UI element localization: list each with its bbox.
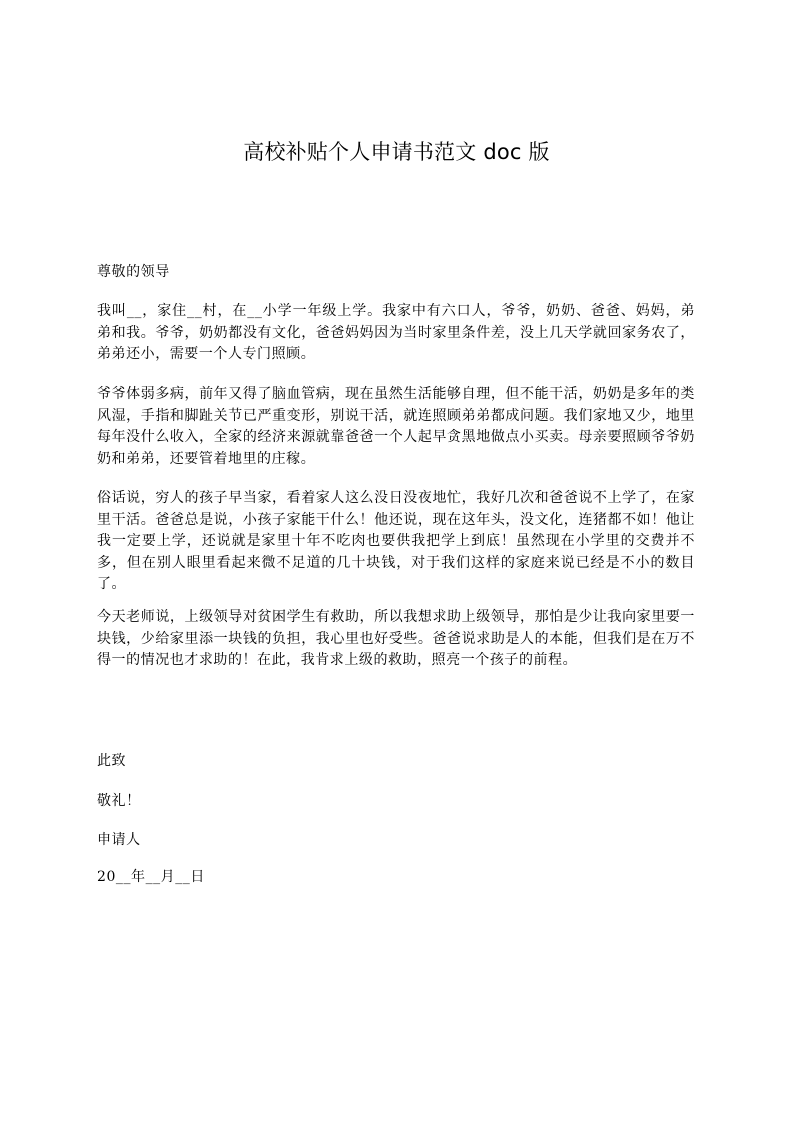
paragraph-school-costs: 俗话说，穷人的孩子早当家，看着家人这么没日没夜地忙，我好几次和爸爸说不上学了，在家里干活。爸爸总是说，小孩子家能干什么！他还说，现在这年头，没文化，连猪都不如！他让我一定要上学，还说就是家里十年不吃肉也要供我把学上到底！虽然现在小学里的交费并不多，但在别人眼里看起来微不足道的几十块钱，对于我们这样的家庭来说已经是不小的数目了。 xyxy=(97,490,695,592)
paragraph-request: 今天老师说，上级领导对贫困学生有救助，所以我想求助上级领导，那怕是少让我向家里要一块钱，少给家里添一块钱的负担，我心里也好受些。爸爸说求助是人的本能，但我们是在万不得一的情况也才求助的！在此，我肯求上级的救助，照亮一个孩子的前程。 xyxy=(97,609,695,668)
date-line: 20__年__月__日 xyxy=(97,869,205,885)
document-title: 高校补贴个人申请书范文 doc 版 xyxy=(243,140,550,164)
closing-salutation: 此致 xyxy=(97,753,127,769)
closing-regards: 敬礼！ xyxy=(97,793,141,809)
applicant-label: 申请人 xyxy=(97,832,141,848)
paragraph-family-intro: 我叫__，家住__村，在__小学一年级上学。我家中有六口人，爷爷，奶奶、爸爸、妈妈，弟弟和我。爷爷，奶奶都没有文化，爸爸妈妈因为当时家里条件差，没上几天学就回家务农了，弟弟还小，需要一个人专门照顾。 xyxy=(97,303,695,362)
paragraph-family-health: 爷爷体弱多病，前年又得了脑血管病，现在虽然生活能够自理，但不能干活，奶奶是多年的类风湿，手指和脚趾关节已严重变形，别说干活，就连照顾弟弟都成问题。我们家地又少，地里每年没什么收入，全家的经济来源就靠爸爸一个人起早贪黑地做点小买卖。母亲要照顾爷爷奶奶和弟弟，还要管着地里的庄稼。 xyxy=(97,386,695,467)
greeting-line: 尊敬的领导 xyxy=(97,264,170,280)
